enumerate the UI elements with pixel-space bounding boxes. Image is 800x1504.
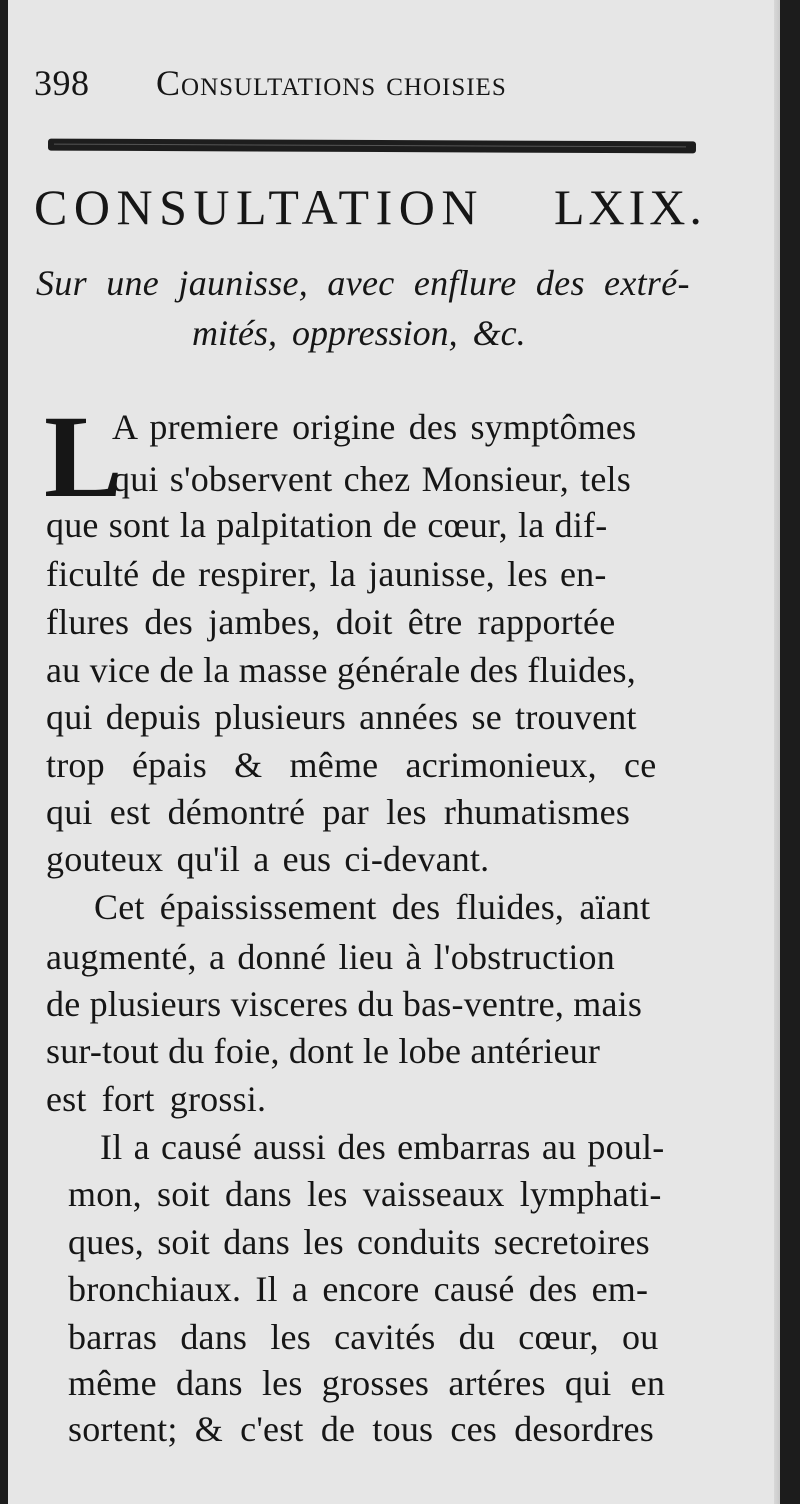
text-line: ficulté de respirer, la jaunisse, les en- bbox=[46, 554, 607, 594]
text-line: ques, soit dans les conduits secretoires bbox=[68, 1222, 650, 1262]
text-line: qui depuis plusieurs années se trouvent bbox=[46, 697, 637, 737]
drop-cap: L bbox=[44, 391, 123, 522]
text-line: est fort grossi. bbox=[46, 1079, 267, 1119]
consultation-number: LXIX. bbox=[554, 179, 706, 235]
book-page bbox=[8, 0, 780, 1504]
text-line: trop épais & même acrimonieux, ce bbox=[46, 745, 657, 785]
text-line: bronchiaux. Il a encore causé des em- bbox=[68, 1269, 649, 1309]
text-line: même dans les grosses artéres qui en bbox=[68, 1363, 666, 1403]
text-line: qui est démontré par les rhumatismes bbox=[46, 792, 631, 832]
text-line: Il a causé aussi des embarras au poul- bbox=[100, 1127, 665, 1167]
text-line: sur-tout du foie, dont le lobe antérieur bbox=[46, 1031, 601, 1071]
text-line: que sont la palpitation de cœur, la dif- bbox=[46, 505, 608, 545]
running-title: Consultations choisies bbox=[156, 63, 507, 103]
consultation-title: CONSULTATION bbox=[34, 179, 484, 235]
text-line: au vice de la masse générale des fluides, bbox=[46, 650, 636, 690]
text-line: gouteux qu'il a eus ci-devant. bbox=[46, 839, 490, 879]
text-line: augmenté, a donné lieu à l'obstruction bbox=[46, 937, 615, 977]
subtitle-line-2: mités, oppression, &c. bbox=[192, 313, 526, 353]
text-line: barras dans les cavités du cœur, ou bbox=[68, 1317, 659, 1357]
text-line: qui s'observent chez Monsieur, tels bbox=[112, 459, 631, 499]
subtitle-line-1: Sur une jaunisse, avec enflure des extré- bbox=[36, 263, 690, 303]
text-line: de plusieurs visceres du bas-ventre, mais bbox=[46, 984, 643, 1024]
page-number: 398 bbox=[34, 63, 90, 103]
header-rule bbox=[48, 139, 696, 154]
running-head bbox=[34, 62, 734, 112]
text-line: flures des jambes, doit être rapportée bbox=[46, 602, 616, 642]
text-line: mon, soit dans les vaisseaux lymphati- bbox=[68, 1174, 662, 1214]
text-line: Cet épaississement des fluides, aïant bbox=[94, 887, 651, 927]
text-line: A premiere origine des symptômes bbox=[112, 407, 637, 447]
text-line: sortent; & c'est de tous ces desordres bbox=[68, 1409, 654, 1449]
